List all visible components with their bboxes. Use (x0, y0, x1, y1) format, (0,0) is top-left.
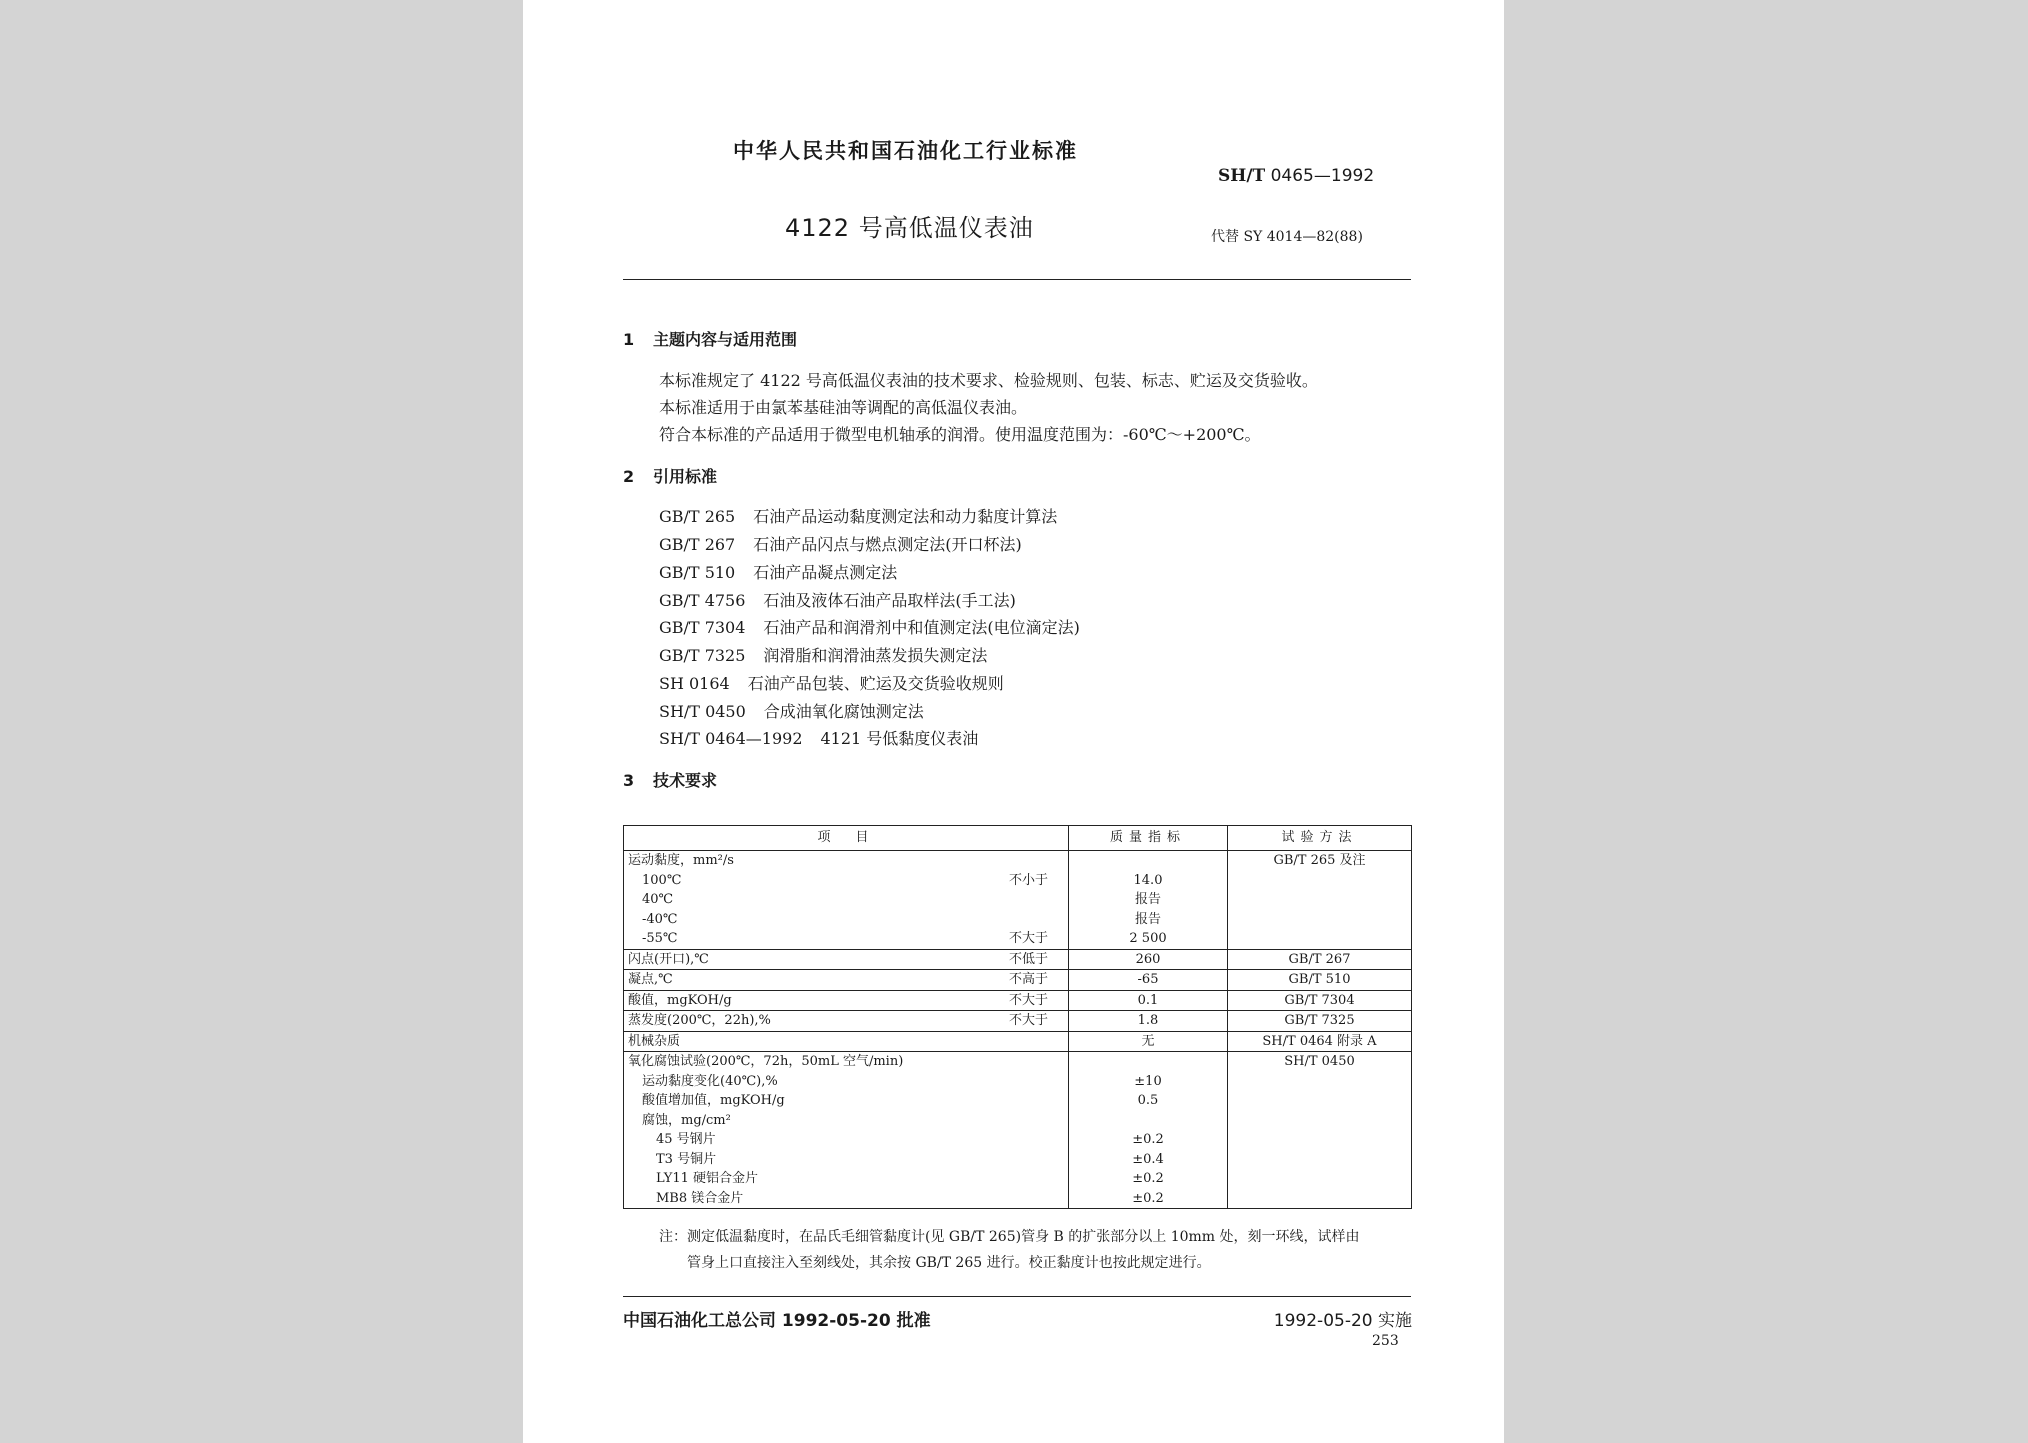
reference-item: GB/T 267 石油产品闪点与燃点测定法(开口杯法) (659, 535, 1022, 554)
document-page (523, 0, 1504, 1443)
reference-item: GB/T 4756 石油及液体石油产品取样法(手工法) (659, 591, 1016, 610)
table-note-line-1: 注：测定低温黏度时，在品氏毛细管黏度计(见 GB/T 265)管身 B 的扩张部分以上 10mm 处，刻一环线，试样由 (659, 1229, 1360, 1245)
standard-code-number: 0465—1992 (1270, 166, 1375, 186)
table-row: 酸值增加值，mgKOH/g 0.5 (624, 1091, 1412, 1111)
reference-item: GB/T 7325 润滑脂和润滑油蒸发损失测定法 (659, 646, 988, 665)
reference-item: SH/T 0450 合成油氧化腐蚀测定法 (659, 702, 924, 721)
table-row: 40℃ 报告 (624, 890, 1412, 910)
section-1-paragraph: 本标准规定了 4122 号高低温仪表油的技术要求、检验规则、包装、标志、贮运及交货验收。 (659, 371, 1318, 390)
section-3-heading: 3 技术要求 (623, 771, 718, 790)
table-row: T3 号铜片 ±0.4 (624, 1150, 1412, 1170)
header-item: 项 目 (624, 826, 1069, 851)
table-row: 45 号钢片 ±0.2 (624, 1130, 1412, 1150)
header-divider (623, 279, 1411, 280)
approval-info: 中国石油化工总公司 1992-05-20 批准 (623, 1311, 931, 1331)
standard-category: 中华人民共和国石油化工行业标准 (733, 139, 1078, 163)
reference-item: GB/T 7304 石油产品和润滑剂中和值测定法(电位滴定法) (659, 618, 1080, 637)
header-test-method: 试验方法 (1228, 826, 1412, 851)
reference-item: SH 0164 石油产品包装、贮运及交货验收规则 (659, 674, 1004, 693)
table-header-row (624, 826, 1412, 851)
table-row: 酸值，mgKOH/g 不大于 0.1 GB/T 7304 (624, 990, 1412, 1011)
effective-date: 1992-05-20 实施 (1273, 1311, 1412, 1331)
table-note-line-2: 管身上口直接注入至刻线处，其余按 GB/T 265 进行。校正黏度计也按此规定进行。 (687, 1255, 1211, 1271)
section-1-paragraph: 符合本标准的产品适用于微型电机轴承的润滑。使用温度范围为：-60℃～+200℃。 (659, 425, 1261, 444)
table-row: 凝点,℃ 不高于 -65 GB/T 510 (624, 970, 1412, 991)
document-title: 4122 号高低温仪表油 (785, 214, 1034, 242)
table-row: 机械杂质 无 SH/T 0464 附录 A (624, 1031, 1412, 1052)
header-quality-index: 质量指标 (1069, 826, 1228, 851)
table-row: -40℃ 报告 (624, 910, 1412, 930)
page-number: 253 (1372, 1333, 1399, 1349)
section-1-paragraph: 本标准适用于由氯苯基硅油等调配的高低温仪表油。 (659, 398, 1028, 417)
reference-item: SH/T 0464—1992 4121 号低黏度仪表油 (659, 729, 979, 748)
table-row: 蒸发度(200℃，22h),% 不大于 1.8 GB/T 7325 (624, 1011, 1412, 1032)
table-row: 运动黏度，mm²/s GB/T 265 及注 (624, 851, 1412, 871)
standard-code (1218, 166, 1374, 186)
table-row: 闪点(开口),℃ 不低于 260 GB/T 267 (624, 949, 1412, 970)
table-row: 氧化腐蚀试验(200℃，72h，50mL 空气/min) SH/T 0450 (624, 1052, 1412, 1072)
table-row: 100℃ 不小于 14.0 (624, 871, 1412, 891)
technical-requirements-table (623, 825, 1412, 1209)
footer-divider (623, 1296, 1411, 1297)
replaces-note: 代替 SY 4014—82(88) (1211, 229, 1363, 245)
section-1-heading: 1 主题内容与适用范围 (623, 330, 798, 349)
table-row: 腐蚀，mg/cm² (624, 1111, 1412, 1131)
standard-code-prefix: SH/T (1218, 166, 1266, 186)
table-row: LY11 硬铝合金片 ±0.2 (624, 1169, 1412, 1189)
table-row: 运动黏度变化(40℃),% ±10 (624, 1072, 1412, 1092)
table-row: -55℃ 不大于 2 500 (624, 929, 1412, 949)
section-2-heading: 2 引用标准 (623, 467, 718, 486)
reference-item: GB/T 265 石油产品运动黏度测定法和动力黏度计算法 (659, 507, 1058, 526)
table-row: MB8 镁合金片 ±0.2 (624, 1189, 1412, 1209)
reference-item: GB/T 510 石油产品凝点测定法 (659, 563, 898, 582)
